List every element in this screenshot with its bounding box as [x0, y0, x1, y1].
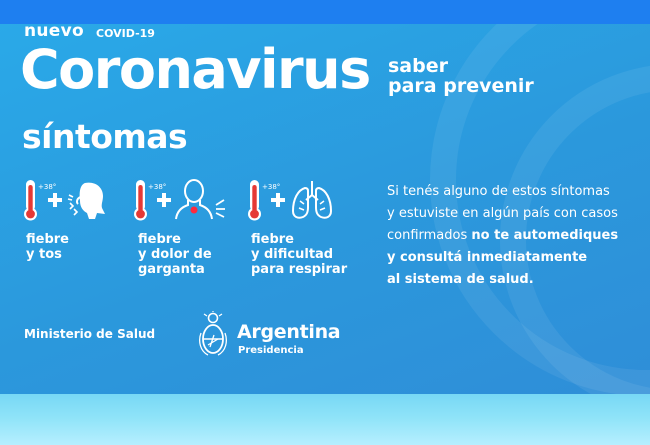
symptom-line: y dolor de: [138, 247, 212, 262]
symptom-line: fiebre: [251, 232, 294, 247]
advice-bold: no te automediques: [471, 228, 619, 243]
advice-line: Si tenés alguno de estos síntomas: [387, 184, 610, 199]
brand-subtitle: Presidencia: [238, 345, 304, 356]
symptom-line: para respirar: [251, 262, 348, 277]
symptom-line: fiebre: [26, 232, 69, 247]
symptom-fever-cough: [22, 179, 112, 221]
temperature-label: +38°: [148, 183, 167, 191]
top-bar: [0, 0, 650, 24]
temperature-label: +38°: [38, 183, 57, 191]
symptom-fever-sore-throat: [134, 179, 230, 221]
sore-throat-icon: [174, 179, 226, 221]
bottom-bar: [0, 394, 650, 445]
advice-line: y estuviste en algún país con casos: [387, 206, 618, 221]
symptom-line: garganta: [138, 262, 205, 277]
advice-text: [387, 181, 618, 291]
symptoms-heading: síntomas: [22, 117, 188, 156]
symptom-text-1: [26, 232, 69, 262]
advice-normal: confirmados: [387, 228, 472, 243]
symptom-text-2: [138, 232, 212, 277]
page-title: Coronavirus: [20, 38, 370, 101]
argentina-coat-of-arms-icon: [198, 311, 228, 359]
symptom-fever-breathing: [248, 179, 338, 221]
tagline-line-2: para prevenir: [388, 75, 534, 97]
advice-line: y consultá inmediatamente: [387, 250, 588, 265]
new-badge: nuevo: [24, 21, 84, 41]
symptom-line: y tos: [26, 247, 62, 262]
covid-label: COVID-19: [96, 27, 155, 40]
ministry-label: Ministerio de Salud: [24, 327, 156, 341]
cough-head-icon: [67, 179, 109, 221]
symptom-line: y dificultad: [251, 247, 334, 262]
advice-line: al sistema de salud.: [387, 272, 534, 287]
temperature-label: +38°: [262, 183, 281, 191]
advice-line: [387, 225, 618, 247]
lungs-icon: [290, 179, 334, 221]
tagline-line-1: saber: [388, 55, 448, 77]
brand-name: Argentina: [237, 321, 341, 343]
symptom-line: fiebre: [138, 232, 181, 247]
symptom-text-3: [251, 232, 347, 277]
